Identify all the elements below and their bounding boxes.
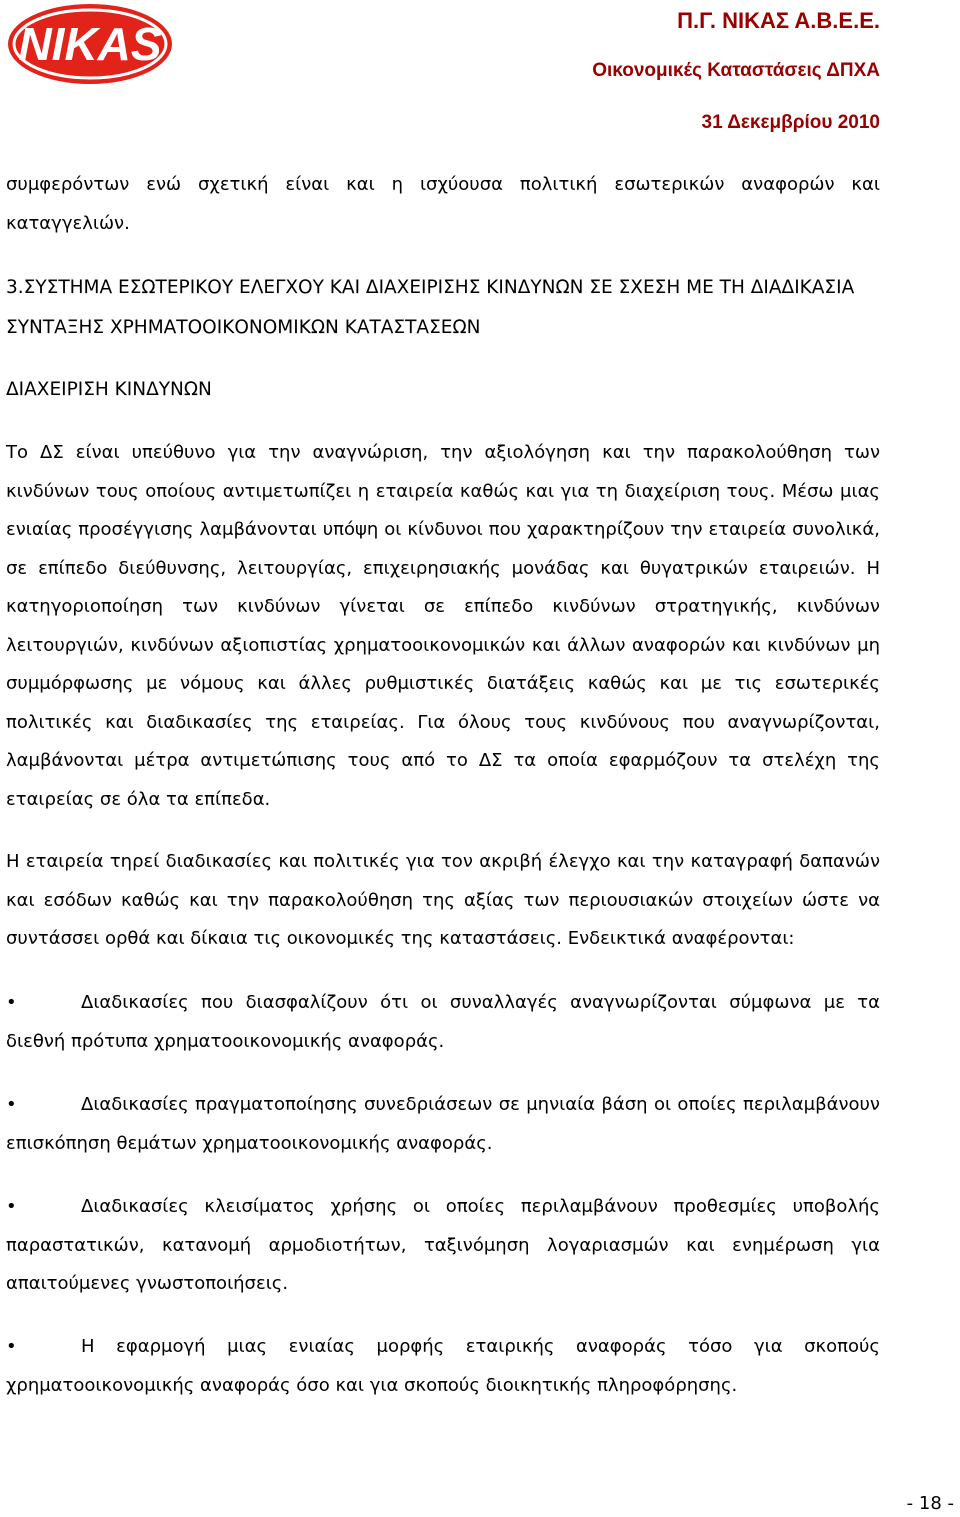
bullet-icon: •: [6, 1336, 17, 1357]
report-date: 31 Δεκεμβρίου 2010: [701, 112, 880, 133]
list-item: [6, 984, 880, 1061]
bullet-icon: •: [6, 1196, 17, 1217]
list-item-text: Διαδικασίες που διασφαλίζουν ότι οι συναλλαγές αναγνωρίζονται σύμφωνα με τα διεθνή πρότυπα χρηματοοικονομικής αναφοράς.: [6, 992, 880, 1052]
risk-management-paragraph: Το ΔΣ είναι υπεύθυνο για την αναγνώριση, την αξιολόγηση και την παρακολούθηση των κινδύνων τους οποίους αντιμετωπίζει η εταιρεία καθώς και για τη διαχείριση τους. Μέσω μιας ενιαίας προσέγγισης λαμβάνονται υπόψη οι κίνδυνοι που χαρακτηρίζουν την εταιρεία συνολικά, σε επίπεδο διεύθυνσης, λειτουργίας, επιχειρησιακής μονάδας και θυγατρικών εταιρειών. Η κατηγοριοποίηση των κινδύνων γίνεται σε επίπεδο κινδύνων στρατηγικής, κινδύνων λειτουργιών, κινδύνων αξιοπιστίας χρηματοοικονομικών και άλλων αναφορών και κινδύνων μη συμμόρφωσης με νόμους και άλλες ρυθμιστικές διατάξεις καθώς και με τις εσωτερικές πολιτικές και διαδικασίες της εταιρείας. Για όλους τους κινδύνους που αναγνωρίζονται, λαμβάνονται μέτρα αντιμετώπισης τους από το ΔΣ τα οποία εφαρμόζουν τα στελέχη της εταιρείας σε όλα τα επίπεδα.: [6, 442, 880, 810]
controls-paragraph: Η εταιρεία τηρεί διαδικασίες και πολιτικές για τον ακριβή έλεγχο και την καταγραφή δαπανών και εσόδων καθώς και την παρακολούθηση της αξίας των περιουσιακών στοιχείων ώστε να συντάσσει ορθά και δίκαια τις οικονομικές της καταστάσεις. Ενδεικτικά αναφέρονται:: [6, 851, 880, 949]
list-item-text: Διαδικασίες κλεισίματος χρήσης οι οποίες περιλαμβάνουν προθεσμίες υποβολής παραστατικών, κατανομή αρμοδιοτήτων, ταξινόμηση λογαριασμών και ενημέρωση για απαιτούμενες γνωστοποιήσεις.: [6, 1196, 880, 1294]
company-logo: [6, 2, 174, 86]
bullet-icon: •: [6, 1094, 17, 1115]
list-item: [6, 1188, 880, 1304]
bullet-icon: •: [6, 992, 17, 1013]
report-subtitle: Οικονομικές Καταστάσεις ΔΠΧΑ: [592, 60, 880, 81]
list-item-text: Διαδικασίες πραγματοποίησης συνεδριάσεων σε μηνιαία βάση οι οποίες περιλαμβάνουν επισκόπηση θεμάτων χρηματοοικονομικής αναφοράς.: [6, 1094, 880, 1154]
intro-continuation: συμφερόντων ενώ σχετική είναι και η ισχύουσα πολιτική εσωτερικών αναφορών και καταγγελιών.: [6, 174, 880, 234]
list-item: [6, 1328, 880, 1405]
company-name: Π.Γ. ΝΙΚΑΣ Α.Β.Ε.Ε.: [677, 8, 880, 33]
list-item-text: Η εφαρμογή μιας ενιαίας μορφής εταιρικής αναφοράς τόσο για σκοπούς χρηματοοικονομικής αναφοράς όσο και για σκοπούς διοικητικής πληροφόρησης.: [6, 1336, 880, 1396]
subsection-title: ΔΙΑΧΕΙΡΙΣΗ ΚΙΝΔΥΝΩΝ: [6, 379, 212, 400]
logo-wordmark: NIKAS: [18, 18, 162, 70]
list-item: [6, 1086, 880, 1163]
page-number: - 18 -: [906, 1493, 954, 1514]
section-title: 3.ΣΥΣΤΗΜΑ ΕΣΩΤΕΡΙΚΟΥ ΕΛΕΓΧΟΥ ΚΑΙ ΔΙΑΧΕΙΡΙΣΗΣ ΚΙΝΔΥΝΩΝ ΣΕ ΣΧΕΣΗ ΜΕ ΤΗ ΔΙΑΔΙΚΑΣΙΑ ΣΥΝΤΑΞΗΣ ΧΡΗΜΑΤΟΟΙΚΟΝΟΜΙΚΩΝ ΚΑΤΑΣΤΑΣΕΩΝ: [6, 277, 855, 338]
